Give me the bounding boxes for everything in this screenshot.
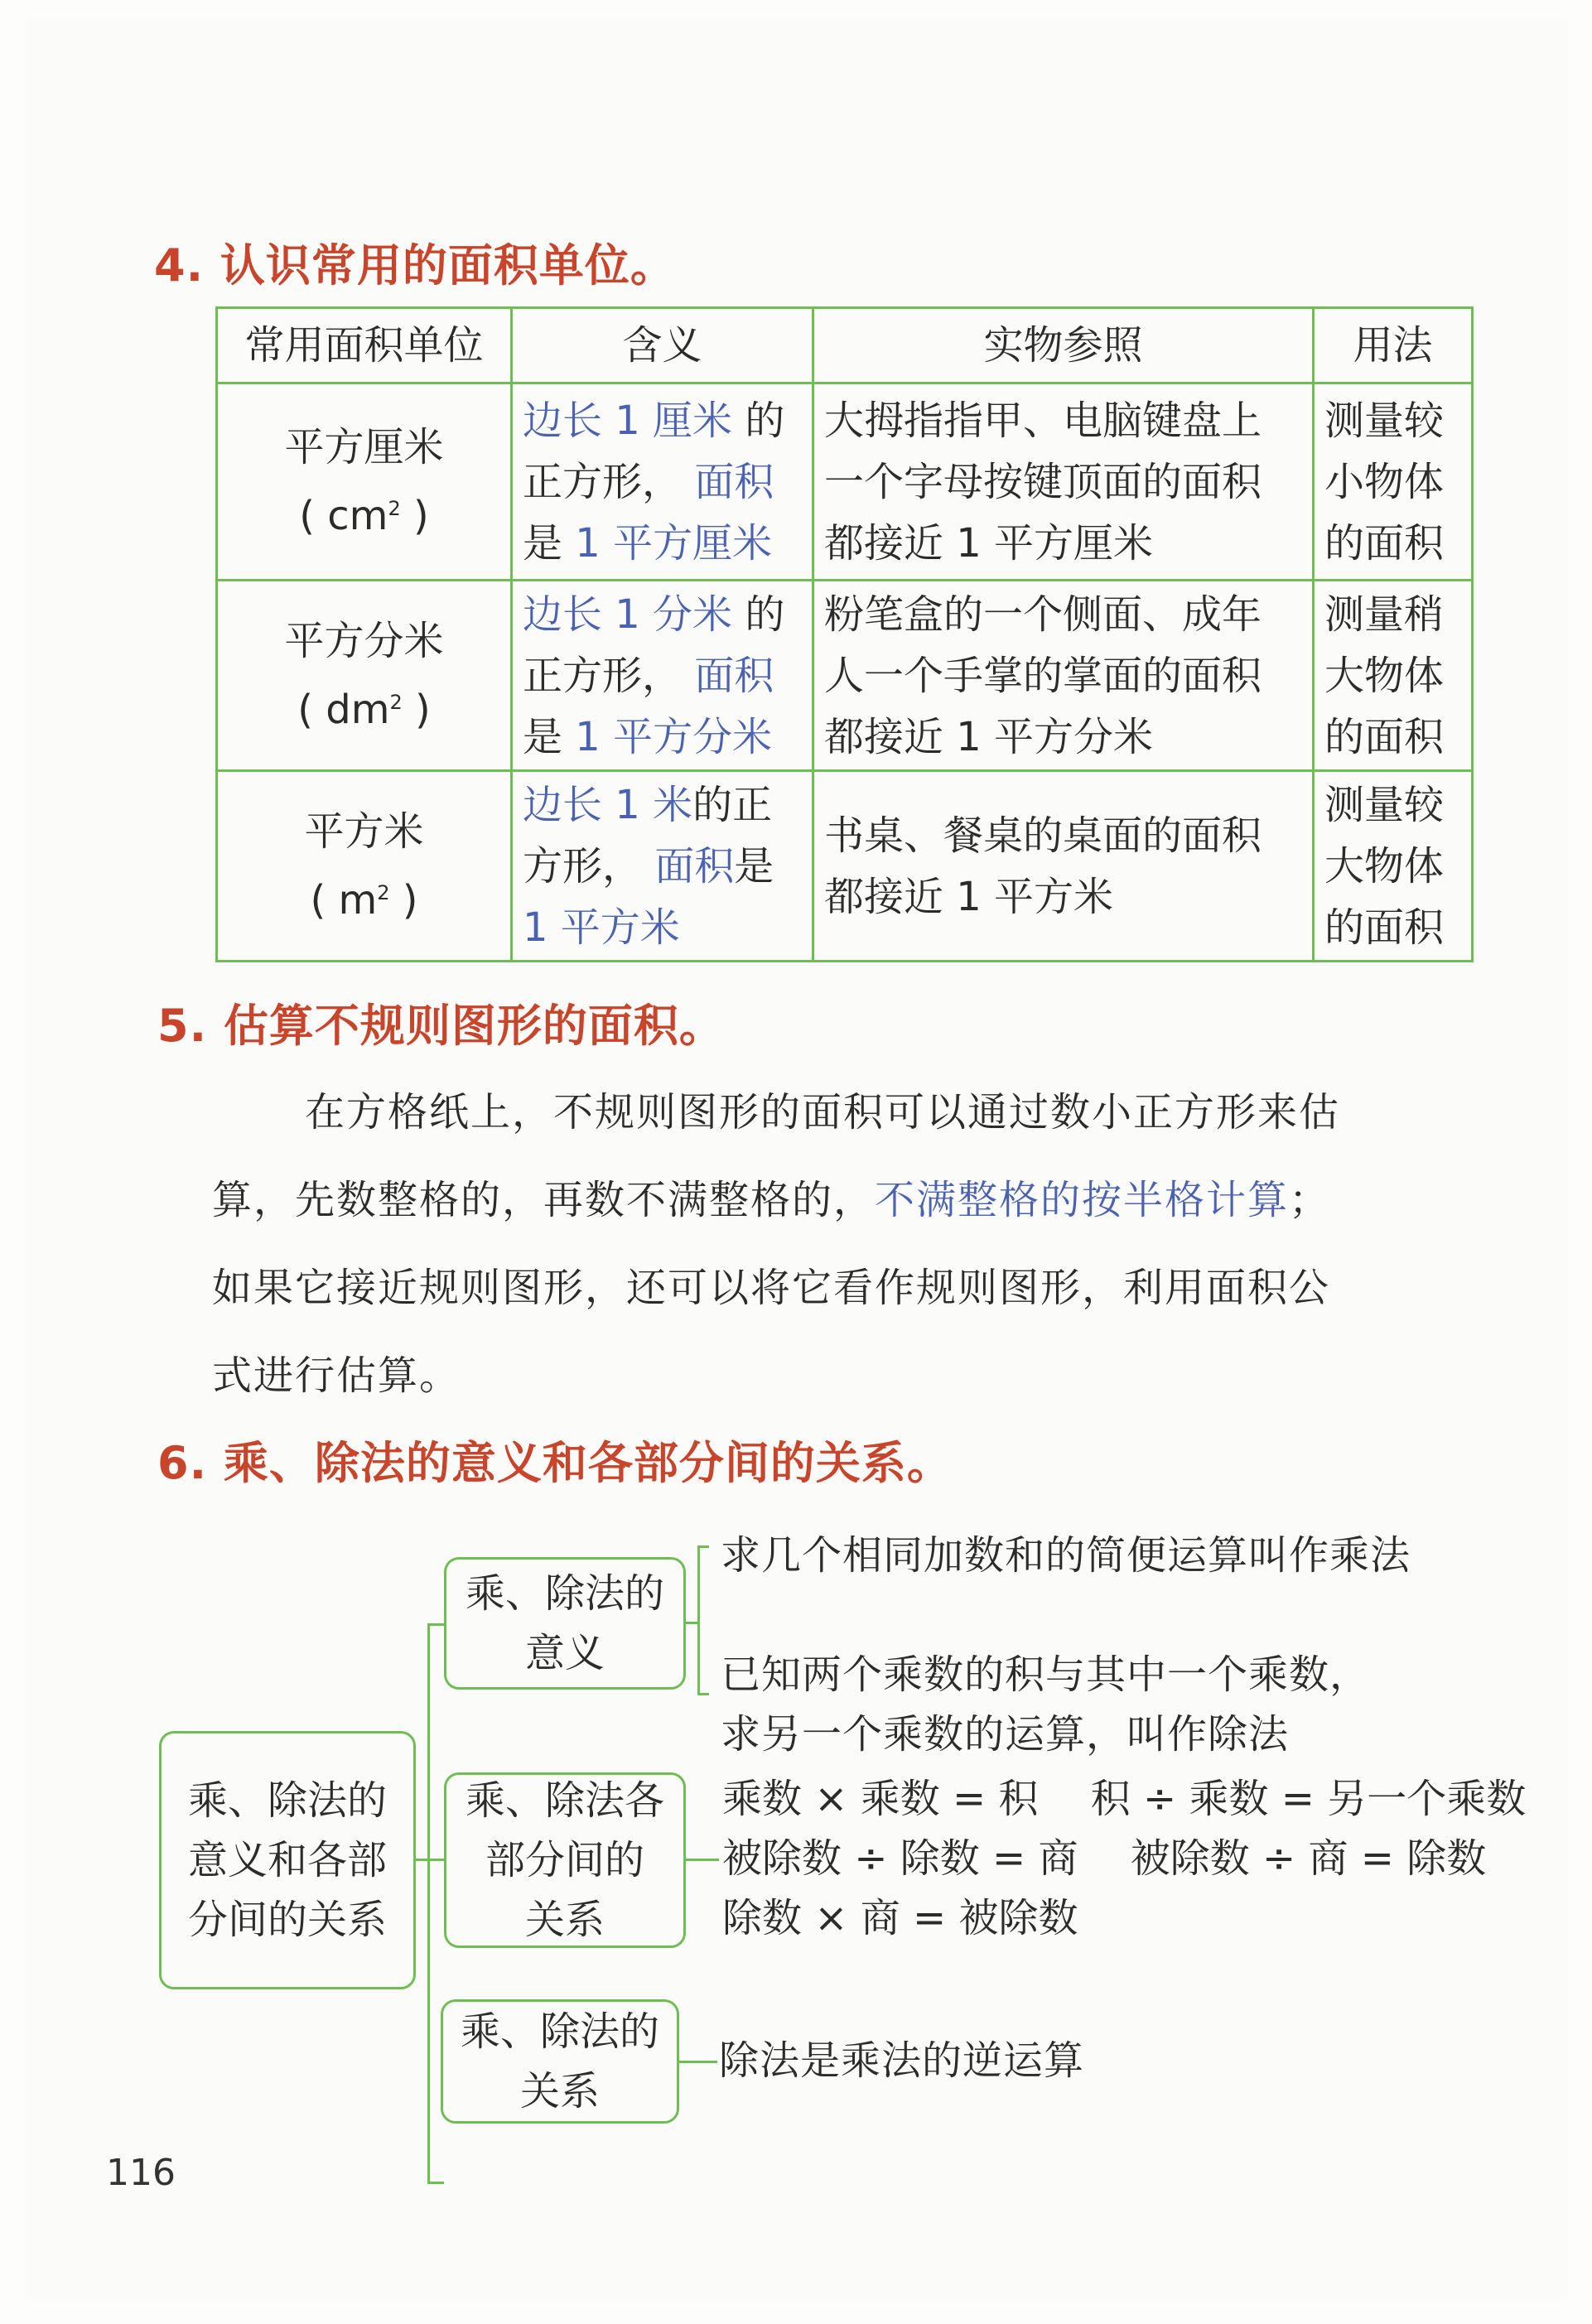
reference-cell: 书桌、餐桌的桌面的面积 都接近 1 平方米 [813,771,1314,962]
unit-cell [217,383,512,581]
usage-cell: 测量较 大物体 的面积 [1314,771,1473,962]
table-row [217,581,1473,771]
unit-symbol: ( $m^2$ ) [310,877,418,923]
mindmap-branch-parts: 乘、除法各 部分间的 关系 [444,1772,686,1948]
reference-cell: 粉笔盒的一个侧面、成年 人一个手掌的掌面的面积 都接近 1 平方分米 [813,581,1314,771]
unit-name: 平方分米 [284,618,444,665]
usage-cell: 测量较 小物体 的面积 [1314,383,1473,581]
meaning-cell: 边长 1 分米 的 正方形， 面积 是 1 平方分米 [512,581,813,771]
highlight-text: 1 平方厘米 [575,519,773,567]
unit-cell [217,581,512,771]
unit-name: 平方米 [304,808,424,855]
area-units-table [215,306,1474,962]
leaf-multiplication-meaning: 求几个相同加数和的简便运算叫作乘法 [721,1532,1411,1579]
header-reference: 实物参照 [813,308,1314,383]
page-number: 116 [106,2152,176,2194]
reference-cell: 大拇指指甲、电脑键盘上 一个字母按键顶面的面积 都接近 1 平方厘米 [813,383,1314,581]
meaning-cell: 边长 1 米的正 方形， 面积是 1 平方米 [512,771,813,962]
header-unit: 常用面积单位 [217,308,512,383]
connector-line [427,2182,444,2184]
connector-line [697,1545,700,1695]
leaf-inverse-operation: 除法是乘法的逆运算 [719,2037,1085,2084]
connector-line [686,1859,719,1861]
highlight-text: 1 平方分米 [575,713,773,760]
unit-symbol: ( $dm^2$ ) [297,687,431,734]
highlight-text: 边长 1 米 [523,781,693,828]
header-meaning: 含义 [512,308,813,383]
connector-line [697,1545,709,1548]
mindmap-branch-relation: 乘、除法的 关系 [441,1999,679,2124]
table-row [217,771,1473,962]
connector-line [427,1623,430,2183]
connector-line [686,1622,697,1624]
mindmap-branch-meaning: 乘、除法的 意义 [444,1557,686,1690]
connector-line [416,1859,427,1861]
highlight-text: 面积 [694,458,774,505]
highlight-text: 1 平方米 [523,904,680,951]
section-5-title: 5. 估算不规则图形的面积。 [157,1000,725,1052]
highlight-text: 面积 [694,652,774,699]
highlight-text: 不满整格的按半格计算 [875,1177,1290,1223]
highlight-text: 边长 1 分米 [523,591,733,638]
table-header-row [217,308,1473,383]
unit-cell [217,771,512,962]
usage-cell: 测量稍 大物体 的面积 [1314,581,1473,771]
connector-line [679,2061,717,2063]
table-row [217,383,1473,581]
leaf-division-meaning: 已知两个乘数的积与其中一个乘数， 求另一个乘数的运算，叫作除法 [721,1651,1371,1757]
highlight-text: 面积 [654,842,735,890]
connector-line [427,1623,444,1626]
highlight-text: 边长 1 厘米 [523,397,733,444]
estimation-paragraph: 在方格纸上，不规则图形的面积可以通过数小正方形来估 算，先数整格的，再数不满整格的，不满整格的按半格计算； 如果它接近规则图形，还可以将它看作规则图形，利用面积公 式进行估算。 [212,1089,1341,1399]
mindmap-root: 乘、除法的 意义和各部 分间的关系 [159,1731,416,1989]
unit-name: 平方厘米 [284,424,444,471]
connector-line [427,1859,444,1861]
section-6-title: 6. 乘、除法的意义和各部分间的关系。 [157,1437,953,1489]
section-4-title: 4. 认识常用的面积单位。 [154,239,676,292]
header-usage: 用法 [1314,308,1473,383]
meaning-cell: 边长 1 厘米 的 正方形， 面积 是 1 平方厘米 [512,383,813,581]
connector-line [697,1693,709,1695]
unit-symbol: ( $cm^2$ ) [299,493,429,540]
leaf-formulas: 乘数 × 乘数 = 积 积 ÷ 乘数 = 另一个乘数 被除数 ÷ 除数 = 商 被除数 ÷ 商 = 除数 除数 × 商 = 被除数 [722,1776,1527,1941]
